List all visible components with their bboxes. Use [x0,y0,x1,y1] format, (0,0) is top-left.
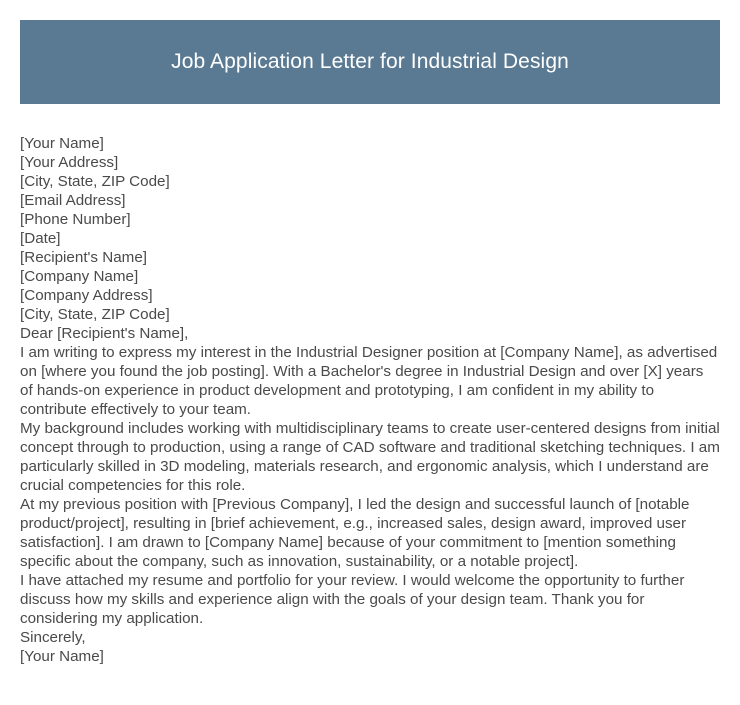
paragraph-interest: I am writing to express my interest in the Industrial Designer position at [Company Name], as advertised on [where you found the job posting]. With a Bachelor's degree in Industrial Design and over [X] years of hands-on experience in product development and prototyping, I am confident in my ability to contribute effectively to your team. [20,344,718,418]
paragraph-background: My background includes working with multidisciplinary teams to create user-centered designs from initial concept through to production, using a range of CAD software and traditional sketching techniques. I am particularly skilled in 3D modeling, materials research, and ergonomic analysis, which I understand are crucial competencies for this role. [20,420,720,494]
page-title: Job Application Letter for Industrial Design [171,50,569,73]
header-banner [20,20,720,104]
paragraph-experience: At my previous position with [Previous Company], I led the design and successful launch of [notable product/project], resulting in [brief achievement, e.g., increased sales, design award, improved user satisfaction]. I am drawn to [Company Name] because of your commitment to [mention something specific about the company, such as innovation, sustainability, or a notable project]. [20,496,690,570]
recipient-name: [Recipient's Name] [20,249,147,266]
letter-body [20,134,720,666]
recipient-company: [Company Name] [20,268,139,285]
letter-date: [Date] [20,230,61,247]
sender-phone: [Phone Number] [20,211,131,228]
salutation: Dear [Recipient's Name], [20,325,189,342]
sender-email: [Email Address] [20,192,126,209]
paragraph-closing: I have attached my resume and portfolio for your review. I would welcome the opportunity to further discuss how my skills and experience align with the goals of your design team. Thank you for considering my application. [20,572,685,627]
signature: [Your Name] [20,648,104,665]
sender-address: [Your Address] [20,154,119,171]
closing: Sincerely, [20,629,86,646]
sender-city-state-zip: [City, State, ZIP Code] [20,173,170,190]
recipient-city-state-zip: [City, State, ZIP Code] [20,306,170,323]
recipient-address: [Company Address] [20,287,153,304]
sender-name: [Your Name] [20,135,104,152]
